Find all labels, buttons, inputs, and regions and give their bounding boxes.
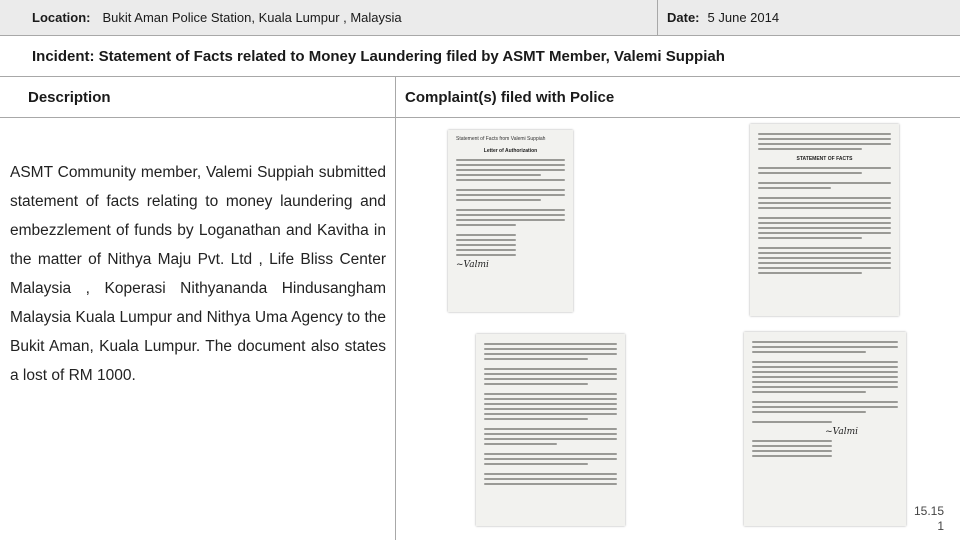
date-cell xyxy=(658,0,960,35)
page-number-line-2: 1 xyxy=(937,519,944,533)
location-cell xyxy=(0,0,658,35)
document-image-authorization-letter xyxy=(448,130,573,312)
page-number-line-1: 15.15 xyxy=(913,504,944,518)
date-label: Date: xyxy=(667,10,700,25)
document-image-statement-page-2 xyxy=(476,334,625,526)
location-label: Location: xyxy=(32,10,91,25)
page-number xyxy=(914,504,944,534)
incident-row xyxy=(0,36,960,77)
complaints-cell xyxy=(396,118,960,540)
description-header: Description xyxy=(0,77,396,117)
header-row xyxy=(0,0,960,36)
column-headers xyxy=(0,77,960,118)
description-text: ASMT Community member, Valemi Suppiah submitted statement of facts relating to money laundering and embezzlement of funds by Loganathan and Kavitha in the matter of Nithya Maju Pvt. Ltd , Life Bliss Center Malaysia , Koperasi Nithyananda Hindusangham Malaysia Kuala Lumpur and Nithya Uma Agency to the Bukit Aman, Kuala Lumpur. The document also states a lost of RM 1000. xyxy=(10,164,386,384)
document-caption: Statement of Facts from Valemi Suppiah xyxy=(456,136,546,142)
document-heading: Letter of Authorization xyxy=(483,148,538,154)
location-value: Bukit Aman Police Station, Kuala Lumpur , Malaysia xyxy=(102,10,402,25)
signature-image: ~Valmi xyxy=(456,260,489,270)
signature-image: ~Valmi xyxy=(825,427,858,437)
incident-title: Incident: Statement of Facts related to Money Laundering filed by ASMT Member, Valemi Suppiah xyxy=(32,47,725,65)
document-image-statement-page-3 xyxy=(744,332,906,526)
document-heading: STATEMENT OF FACTS xyxy=(796,156,853,162)
description-cell xyxy=(0,118,396,540)
complaints-header: Complaint(s) filed with Police xyxy=(405,88,615,106)
date-value: 5 June 2014 xyxy=(707,10,780,25)
content-row xyxy=(0,118,960,540)
document-image-statement-page-1 xyxy=(750,124,899,316)
